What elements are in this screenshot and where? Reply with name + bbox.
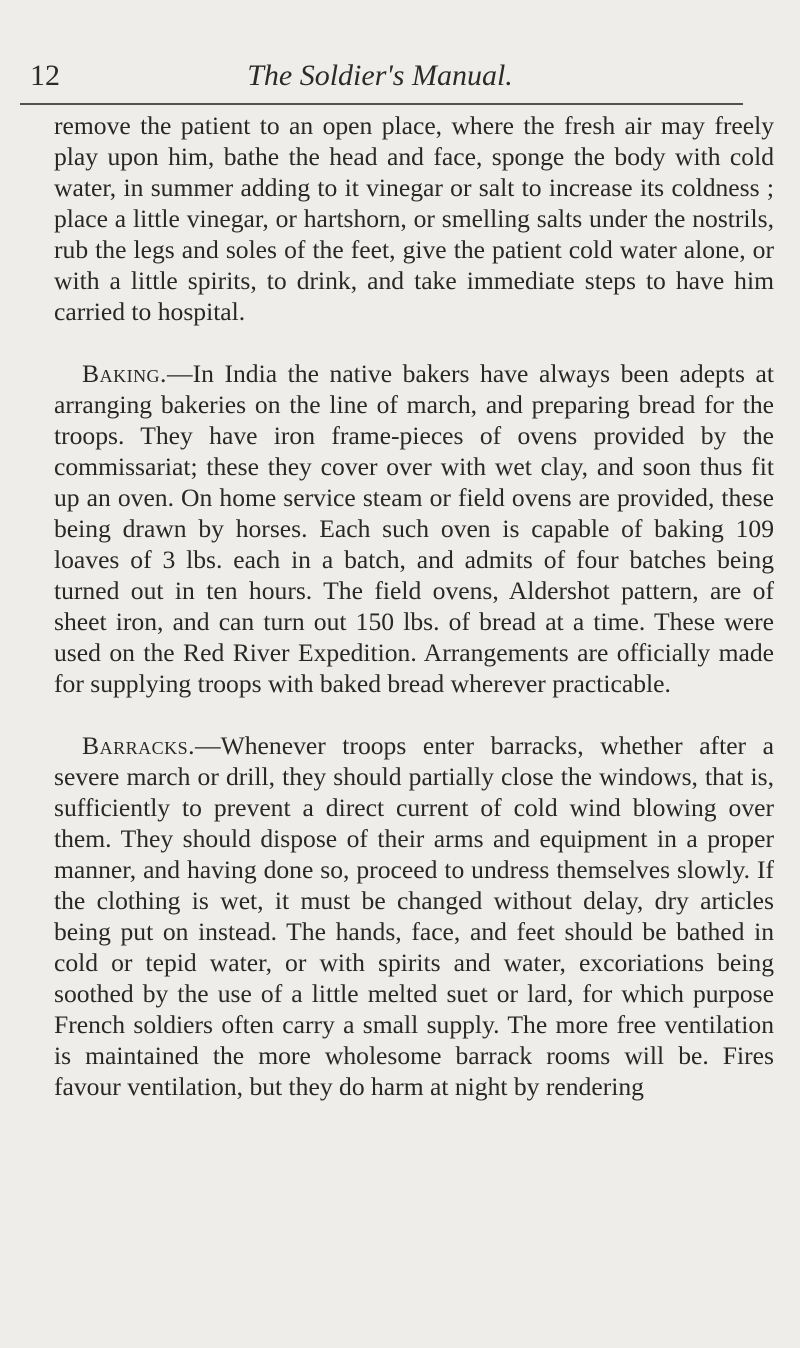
running-title: The Soldier's Manual. <box>247 59 513 92</box>
paragraph-baking <box>54 358 774 699</box>
barracks-heading: Barracks. <box>82 731 195 760</box>
header-rule <box>20 103 743 105</box>
baking-heading: Baking. <box>82 359 167 388</box>
page-body <box>54 110 774 1102</box>
paragraph-barracks <box>54 730 774 1102</box>
page-number: 12 <box>30 59 60 92</box>
baking-text: —In India the native bakers have always been adepts at arranging bakeries on the line of march, and preparing bread for the troops. They have iron frame-pieces of ovens provided by the commissariat; these they cover over with wet clay, and soon thus fit up an oven. On home service steam or field ovens are provided, these being drawn by horses. Each such oven is capable of baking 109 loaves of 3 lbs. each in a batch, and admits of four batches being turned out in ten hours. The field ovens, Aldershot pattern, are of sheet iron, and can turn out 150 lbs. of bread at a time. These were used on the Red River Expedition. Arrangements are officially made for supplying troops with baked bread wherever practicable. <box>54 359 774 698</box>
paragraph-patient-care: remove the patient to an open place, where the fresh air may freely play upon him, bathe the head and face, sponge the body with cold water, in summer adding to it vinegar or salt to increase its coldness ; place a little vinegar, or hartshorn, or smelling salts under the nostrils, rub the legs and soles of the feet, give the patient cold water alone, or with a little spirits, to drink, and take immediate steps to have him carried to hospital. <box>54 111 774 326</box>
barracks-text: —Whenever troops enter barracks, whether after a severe march or drill, they should partially close the windows, that is, sufficiently to prevent a direct current of cold wind blowing over them. They should dispose of their arms and equipment in a proper manner, and having done so, proceed to undress themselves slowly. If the clothing is wet, it must be changed without delay, dry articles being put on instead. The hands, face, and feet should be bathed in cold or tepid water, or with spirits and water, excoriations being soothed by the use of a little melted suet or lard, for which purpose French soldiers often carry a small supply. The more free ventilation is maintained the more wholesome barrack rooms will be. Fires favour ventilation, but they do harm at night by rendering <box>54 731 774 1101</box>
page-header <box>30 58 730 98</box>
